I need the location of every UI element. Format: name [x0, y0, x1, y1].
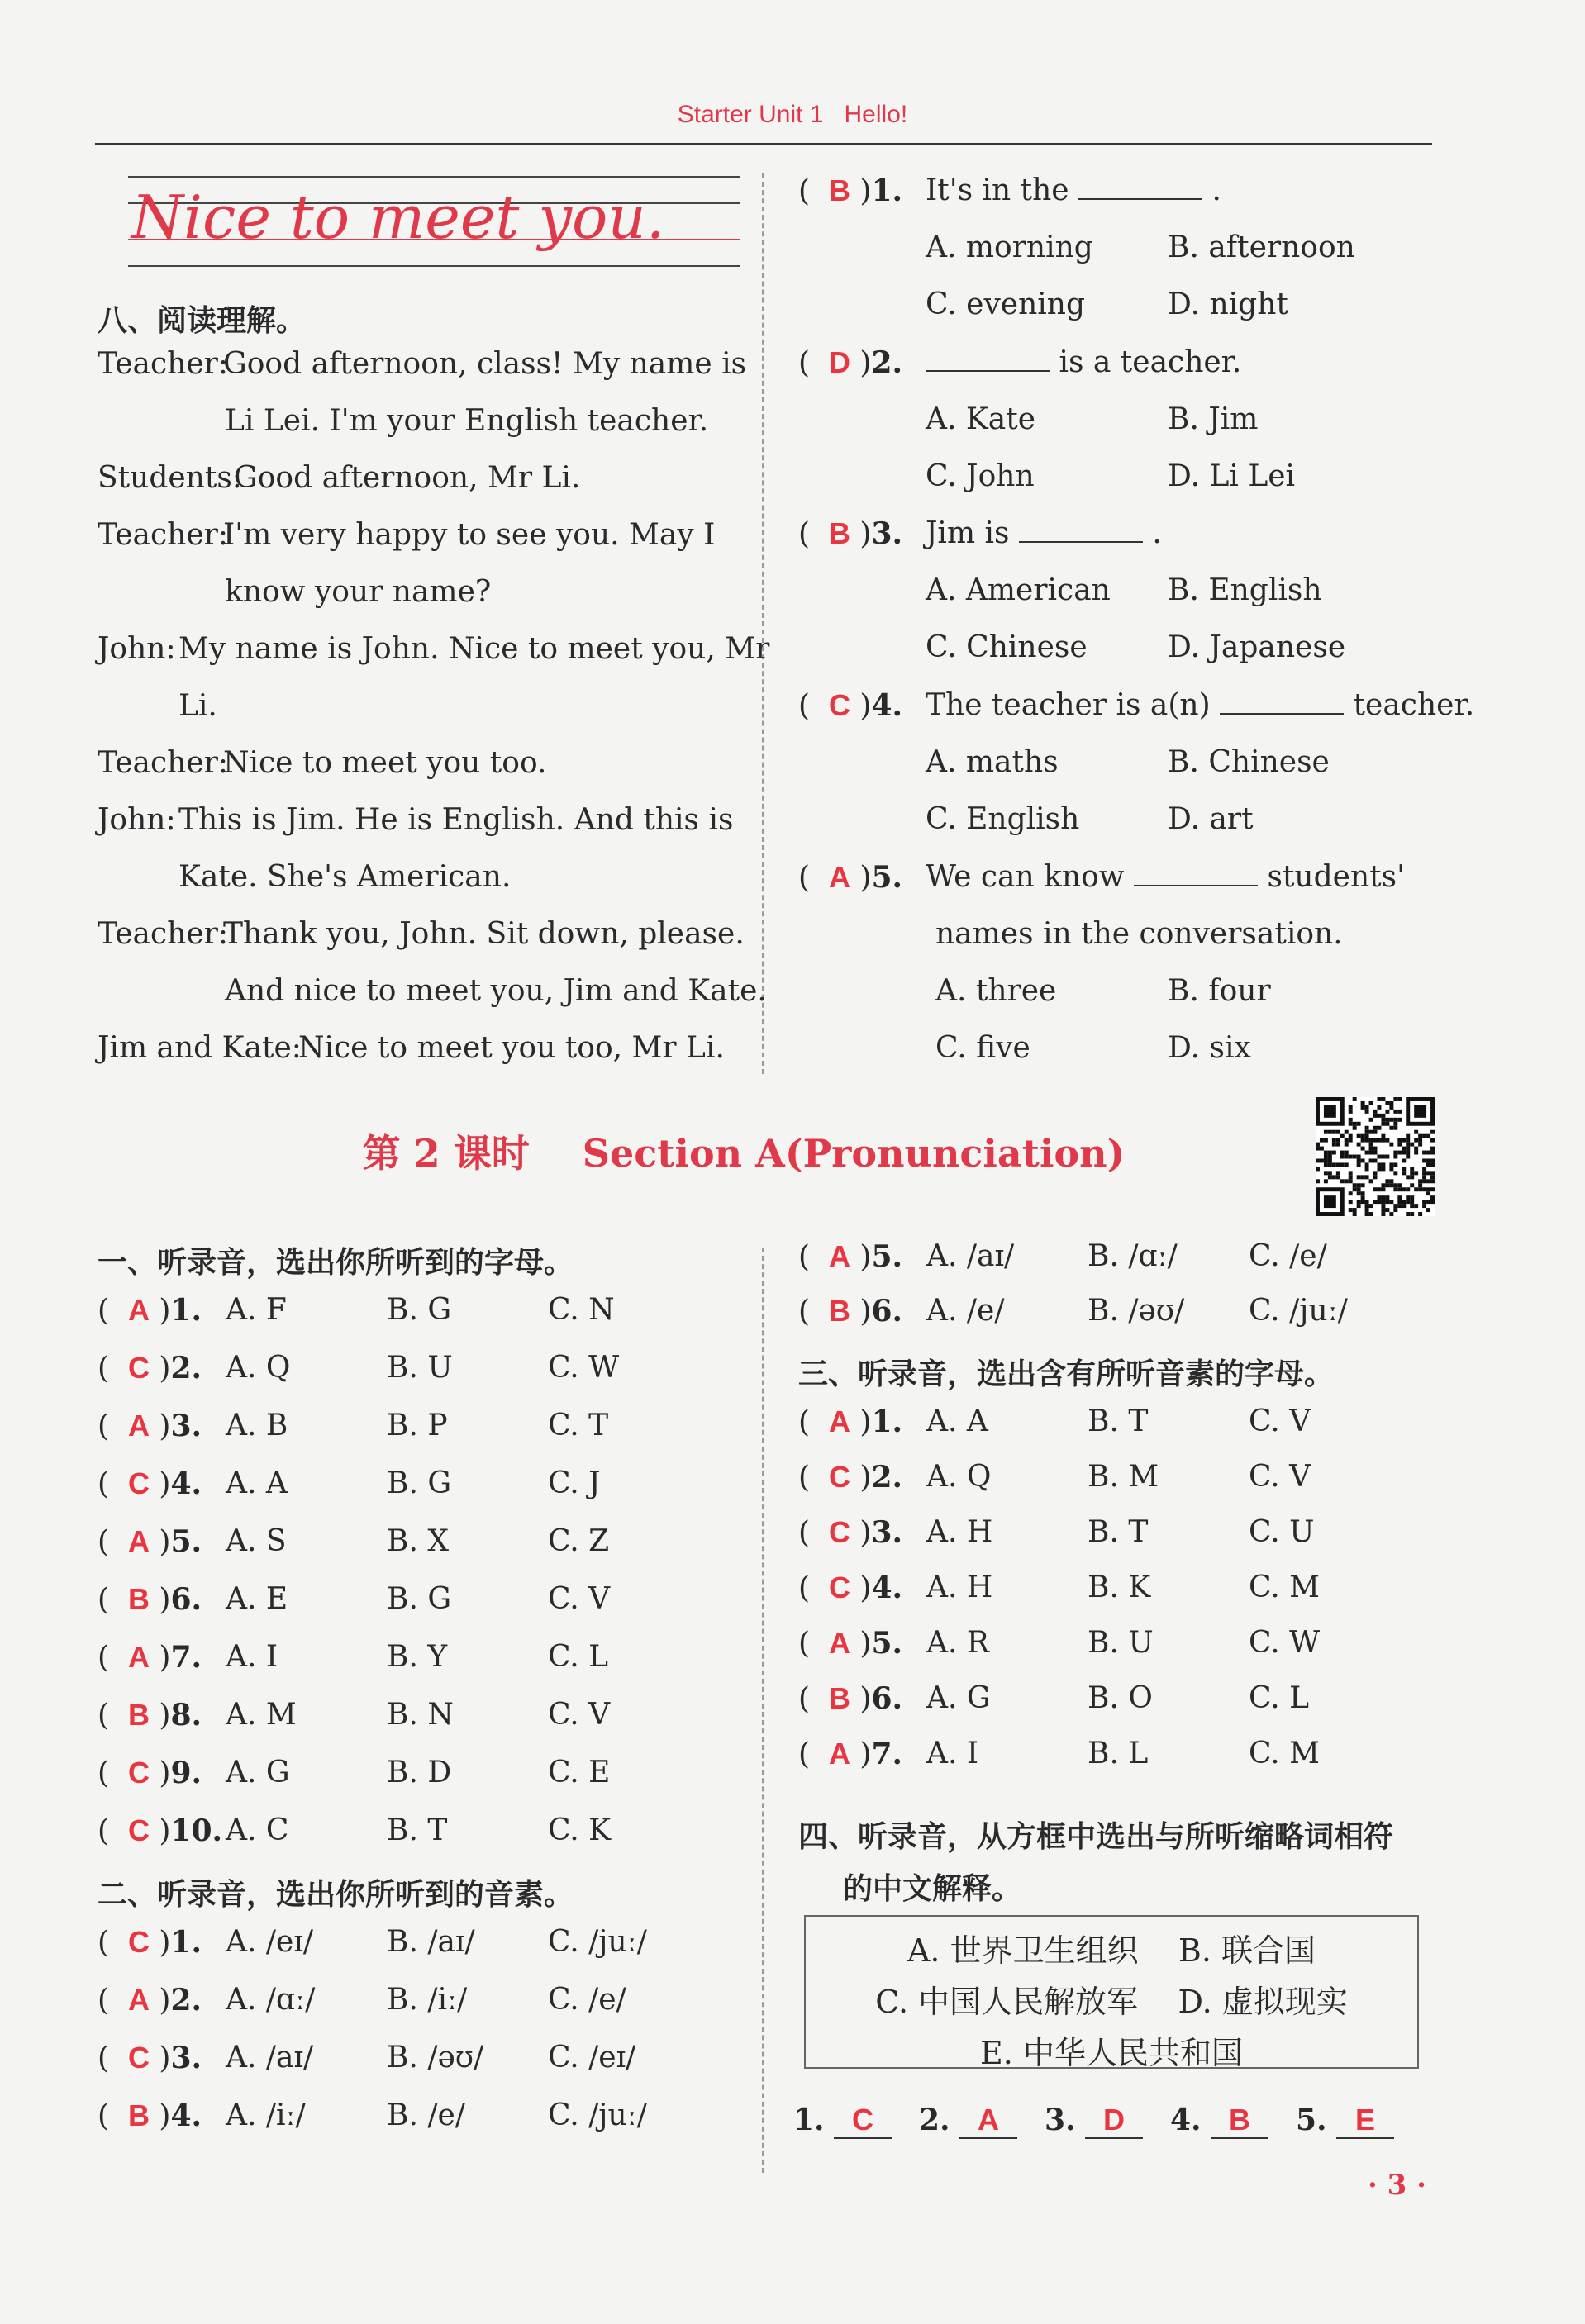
part2-item-2[interactable]: ( A )2.	[98, 1983, 202, 2017]
reading-heading: 八、阅读理解。	[98, 304, 307, 338]
dialogue-speaker: Teacher:	[98, 746, 228, 780]
answer-number: 1.	[793, 2103, 825, 2137]
part1-item-9[interactable]: ( C )9.	[98, 1756, 202, 1790]
option-b: B. L	[1088, 1737, 1149, 1770]
option: B. afternoon	[1168, 230, 1355, 264]
part1-item-2[interactable]: ( C )2.	[98, 1351, 202, 1385]
option-c: C. M	[1249, 1737, 1321, 1770]
answer-blank[interactable]	[1078, 173, 1202, 200]
question-stem	[926, 173, 1221, 207]
stem-continuation: names in the conversation.	[935, 917, 1343, 951]
answer-letter: C	[828, 688, 850, 722]
option-b: B. /əʊ/	[1088, 1294, 1185, 1328]
option-c: C. V	[548, 1698, 611, 1732]
option-c: C. L	[1249, 1681, 1310, 1715]
option-c: C. U	[1249, 1515, 1315, 1549]
stem-text: The teacher is a(n)	[926, 688, 1211, 722]
question-stem	[926, 688, 1474, 722]
part2-heading: 二、听录音，选出你所听到的音素。	[98, 1878, 574, 1912]
dialogue-line: Li.	[178, 689, 217, 723]
option-c: C. /e/	[548, 1983, 626, 2017]
stem-text: students'	[1267, 860, 1405, 894]
answer-letter: C	[127, 1466, 150, 1500]
option-a: A. F	[226, 1293, 287, 1327]
question-number: 4.	[170, 2098, 202, 2133]
answer-blank[interactable]	[1019, 516, 1143, 543]
part3-item-4[interactable]: ( C )4.	[798, 1571, 903, 1605]
lesson-heading	[0, 1124, 1487, 1178]
dialogue-speaker: Students:	[98, 461, 242, 495]
option-a: A. C	[226, 1813, 289, 1847]
option-c: C. N	[548, 1293, 615, 1327]
part1-item-3[interactable]: ( A )3.	[98, 1409, 202, 1443]
part1-item-10[interactable]: ( C )10.	[98, 1813, 223, 1848]
question-number: 3.	[871, 1515, 903, 1550]
part3-heading: 三、听录音，选出含有所听音素的字母。	[798, 1357, 1335, 1391]
option-b: B. /iː/	[387, 1983, 468, 2017]
option-a: A. G	[226, 1756, 290, 1789]
option-b: B. /ɑː/	[1088, 1239, 1178, 1273]
option: B. English	[1168, 573, 1322, 607]
question-number: 4.	[871, 688, 903, 723]
answer-letter: C	[127, 1925, 150, 1959]
option-a: A. A	[926, 1404, 988, 1438]
dialogue-line: Good afternoon, class! My name is	[223, 347, 747, 381]
answer-blank[interactable]: E	[1336, 2103, 1394, 2139]
option-b: B. G	[387, 1466, 452, 1500]
question-number: 5.	[871, 1626, 903, 1661]
stem-text: It's in the	[926, 173, 1069, 207]
question-number: 1.	[871, 1404, 903, 1439]
option-b: B. U	[387, 1351, 453, 1385]
question-1[interactable]: ( B )1.	[798, 173, 903, 208]
answer-letter: C	[828, 1460, 850, 1494]
part4-answer-1[interactable]	[793, 2103, 892, 2139]
option-b: B. Y	[387, 1640, 448, 1674]
option-a: A. /iː/	[226, 2098, 306, 2132]
dialogue-line: Good afternoon, Mr Li.	[234, 461, 581, 495]
option-c: C. V	[548, 1582, 611, 1616]
option: B. Chinese	[1168, 745, 1330, 779]
option-b: B. P	[387, 1409, 448, 1442]
part2-item-1[interactable]: ( C )1.	[98, 1925, 202, 1960]
stem-text: We can know	[926, 860, 1125, 894]
answer-blank[interactable]	[926, 345, 1050, 372]
dialogue-line: My name is John. Nice to meet you, Mr	[178, 632, 770, 666]
unit-title: Hello!	[844, 101, 908, 128]
question-stem	[926, 516, 1162, 550]
option: B. four	[1168, 974, 1271, 1008]
option-c: C. V	[1249, 1460, 1311, 1494]
option-b: B. T	[1088, 1404, 1149, 1438]
option-c: C. /juː/	[548, 1925, 647, 1959]
option-c: C. T	[548, 1409, 609, 1442]
part1-item-8[interactable]: ( B )8.	[98, 1698, 202, 1732]
part1-item-6[interactable]: ( B )6.	[98, 1582, 202, 1617]
option: D. art	[1168, 802, 1254, 836]
answer-letter: B	[828, 1681, 850, 1715]
part3-item-2[interactable]: ( C )2.	[798, 1460, 903, 1495]
question-number: 1.	[170, 1925, 202, 1960]
option-c: C. Z	[548, 1524, 610, 1558]
question-number: 2.	[170, 1983, 202, 2017]
dialogue-line: Thank you, John. Sit down, please.	[223, 917, 745, 951]
option: C. five	[935, 1031, 1030, 1065]
dialogue-speaker: Jim and Kate:	[98, 1031, 302, 1065]
answer-letter: A	[828, 1239, 850, 1273]
dialogue-speaker: Teacher:	[98, 518, 228, 552]
part4-heading: 四、听录音，从方框中选出与所听缩略词相符	[798, 1820, 1394, 1854]
option-a: A. Q	[226, 1351, 291, 1385]
answer-letter: B	[828, 173, 850, 207]
question-number: 7.	[170, 1640, 202, 1675]
option-b: B. G	[387, 1293, 452, 1327]
handwriting-practice	[128, 172, 740, 271]
answer-letter: A	[828, 1404, 850, 1438]
option-c: C. L	[548, 1640, 609, 1674]
option: A. morning	[926, 230, 1093, 264]
answer-letter: A	[127, 1409, 150, 1442]
option-c: C. K	[548, 1813, 612, 1847]
question-stem	[926, 345, 1241, 379]
option-a: A. /aɪ/	[226, 2041, 314, 2074]
part1-item-1[interactable]: ( A )1.	[98, 1293, 202, 1328]
answer-number: 3.	[1045, 2103, 1076, 2137]
option: A. American	[926, 573, 1111, 607]
option-a: A. E	[226, 1582, 288, 1616]
dialogue-speaker: Teacher:	[98, 347, 228, 381]
question-number: 1.	[871, 173, 903, 208]
option-b: B. /aɪ/	[387, 1925, 475, 1959]
option-c: C. /eɪ/	[548, 2041, 636, 2074]
dialogue-speaker: Teacher:	[98, 917, 228, 951]
option-a: A. S	[226, 1524, 287, 1558]
answer-number: 4.	[1170, 2103, 1202, 2137]
answer-letter: B	[127, 2098, 150, 2132]
option-c: C. W	[548, 1351, 620, 1385]
option-c: C. /e/	[1249, 1239, 1327, 1273]
question-number: 3.	[871, 516, 903, 551]
option: A. Kate	[926, 402, 1036, 436]
option-a: A. /ɑː/	[226, 1983, 316, 2017]
dialogue-line: This is Jim. He is English. And this is	[178, 803, 734, 837]
option-b: B. /əʊ/	[387, 2041, 484, 2074]
answer-letter: B	[127, 1582, 150, 1616]
answer-letter: A	[127, 1983, 150, 2017]
option-b: B. T	[1088, 1515, 1149, 1549]
dialogue-line: Kate. She's American.	[178, 860, 512, 894]
box-row-3: E. 中华人民共和国	[980, 2035, 1243, 2071]
option-c: C. E	[548, 1756, 611, 1789]
answer-letter: B	[828, 1294, 850, 1328]
question-number: 6.	[871, 1294, 903, 1328]
part4-answer-4[interactable]	[1170, 2103, 1268, 2139]
option: C. evening	[926, 288, 1086, 321]
question-number: 7.	[871, 1737, 903, 1771]
question-number: 8.	[170, 1698, 202, 1732]
question-number: 6.	[871, 1681, 903, 1716]
option: D. Japanese	[1168, 630, 1346, 664]
question-number: 5.	[170, 1524, 202, 1559]
dialogue-line: Nice to meet you too, Mr Li.	[298, 1031, 725, 1065]
dialogue-line: Nice to meet you too.	[223, 746, 547, 780]
part3-item-5[interactable]: ( A )5.	[798, 1626, 903, 1661]
answer-letter: B	[828, 516, 850, 550]
box-row-1: A. 世界卫生组织 B. 联合国	[907, 1932, 1316, 1969]
answer-letter: C	[127, 2041, 150, 2074]
option-a: A. I	[926, 1737, 979, 1770]
question-number: 5.	[871, 1239, 903, 1274]
question-stem	[926, 860, 1405, 894]
answer-letter: C	[828, 1571, 850, 1604]
stem-text: is a teacher.	[1059, 345, 1242, 379]
option: C. John	[926, 459, 1035, 493]
answer-letter: A	[828, 1737, 850, 1770]
question-4[interactable]: ( C )4.	[798, 688, 903, 723]
option: A. maths	[926, 745, 1059, 779]
option: A. three	[935, 974, 1057, 1008]
abbreviation-box	[804, 1915, 1419, 2069]
part3-item-7[interactable]: ( A )7.	[798, 1737, 903, 1771]
question-number: 5.	[871, 860, 903, 895]
stem-text: Jim is	[926, 516, 1010, 550]
dialogue-speaker: John:	[98, 803, 176, 837]
question-5[interactable]: ( A )5.	[798, 860, 903, 895]
part2-item-4[interactable]: ( B )4.	[98, 2098, 202, 2133]
page-number: · 3 ·	[1368, 2169, 1427, 2202]
question-2[interactable]: ( D )2.	[798, 345, 903, 380]
option-a: A. /eɪ/	[226, 1925, 313, 1959]
part3-item-6[interactable]: ( B )6.	[798, 1681, 903, 1716]
option-b: B. N	[387, 1698, 454, 1732]
option-a: A. B	[226, 1409, 288, 1442]
question-3[interactable]: ( B )3.	[798, 516, 903, 551]
part4-answer-3[interactable]	[1045, 2103, 1143, 2139]
answer-letter: A	[828, 860, 850, 894]
part1-item-4[interactable]: ( C )4.	[98, 1466, 202, 1501]
question-number: 2.	[871, 345, 903, 380]
part3-item-1[interactable]: ( A )1.	[798, 1404, 903, 1439]
option-c: C. /juː/	[548, 2098, 647, 2132]
dialogue-line: know your name?	[225, 575, 492, 609]
answer-blank[interactable]	[1134, 860, 1258, 886]
question-number: 4.	[170, 1466, 202, 1501]
answer-blank[interactable]: D	[1085, 2103, 1143, 2139]
page-header	[0, 101, 1585, 129]
question-number: 2.	[871, 1460, 903, 1495]
option-b: B. T	[387, 1813, 448, 1847]
column-divider-top	[762, 173, 764, 1074]
option-a: A. A	[226, 1466, 288, 1500]
option-b: B. G	[387, 1582, 452, 1616]
part2-item-3[interactable]: ( C )3.	[98, 2041, 202, 2075]
answer-number: 5.	[1296, 2103, 1327, 2137]
answer-letter: B	[127, 1698, 150, 1732]
option-a: A. Q	[926, 1460, 992, 1494]
answer-letter: C	[127, 1813, 150, 1847]
stem-text: teacher.	[1353, 688, 1475, 722]
lesson-title: 第 2 课时	[362, 1131, 530, 1176]
part1-item-5[interactable]: ( A )5.	[98, 1524, 202, 1559]
answer-letter: A	[828, 1626, 850, 1660]
qr-code-icon	[1316, 1097, 1435, 1216]
part1-item-7[interactable]: ( A )7.	[98, 1640, 202, 1675]
question-number: 2.	[170, 1351, 202, 1385]
question-number: 1.	[170, 1293, 202, 1328]
option-a: A. G	[926, 1681, 991, 1715]
question-number: 10.	[170, 1813, 223, 1848]
option-b: B. X	[387, 1524, 449, 1558]
option-c: C. V	[1249, 1404, 1311, 1438]
option-c: C. /juː/	[1249, 1294, 1348, 1328]
option-a: A. H	[926, 1571, 993, 1604]
part2-item-5[interactable]: ( A )5.	[798, 1239, 903, 1274]
option: D. night	[1168, 288, 1288, 321]
option: D. Li Lei	[1168, 459, 1296, 493]
part4-answer-2[interactable]	[919, 2103, 1017, 2139]
option-a: A. R	[926, 1626, 989, 1660]
option-c: C. J	[548, 1466, 601, 1500]
question-number: 9.	[170, 1756, 202, 1790]
option-c: C. M	[1249, 1571, 1321, 1604]
option-a: A. I	[226, 1640, 278, 1674]
question-number: 3.	[170, 2041, 202, 2075]
question-number: 6.	[170, 1582, 202, 1617]
option-b: B. M	[1088, 1460, 1159, 1494]
option-b: B. U	[1088, 1626, 1154, 1660]
option-a: A. M	[226, 1698, 297, 1732]
dialogue-line: And nice to meet you, Jim and Kate.	[225, 974, 767, 1008]
answer-letter: C	[828, 1515, 850, 1549]
answer-number: 2.	[919, 2103, 950, 2137]
answer-blank[interactable]	[1220, 688, 1344, 715]
handwriting-text: Nice to meet you.	[131, 183, 665, 252]
answer-letter: C	[127, 1756, 150, 1789]
part1-heading: 一、听录音，选出你所听到的字母。	[98, 1246, 574, 1280]
dialogue-speaker: John:	[98, 632, 176, 666]
header-rule	[95, 143, 1432, 145]
stem-text: .	[1211, 173, 1221, 207]
option-b: B. D	[387, 1756, 452, 1789]
answer-letter: D	[828, 345, 850, 379]
option-b: B. O	[1088, 1681, 1153, 1715]
answer-blank[interactable]: C	[834, 2103, 892, 2139]
option-a: A. /aɪ/	[926, 1239, 1015, 1273]
option-a: A. /e/	[926, 1294, 1005, 1328]
option: C. English	[926, 802, 1080, 836]
answer-letter: A	[127, 1640, 150, 1674]
box-row-2: C. 中国人民解放军 D. 虚拟现实	[875, 1984, 1348, 2020]
option: B. Jim	[1168, 402, 1259, 436]
lesson-section: Section A(Pronunciation)	[582, 1131, 1126, 1176]
part4-answer-5[interactable]	[1296, 2103, 1394, 2139]
answer-letter: A	[127, 1524, 150, 1558]
question-number: 4.	[871, 1571, 903, 1605]
option: C. Chinese	[926, 630, 1088, 664]
answer-blank[interactable]: A	[959, 2103, 1017, 2139]
answer-letter: A	[127, 1293, 150, 1327]
option-a: A. H	[926, 1515, 993, 1549]
column-divider-bottom	[762, 1248, 764, 2173]
unit-label: Starter Unit 1	[677, 101, 824, 128]
option: D. six	[1168, 1031, 1251, 1065]
option-c: C. W	[1249, 1626, 1321, 1660]
option-b: B. /e/	[387, 2098, 465, 2132]
stem-text: .	[1152, 516, 1162, 550]
option-b: B. K	[1088, 1571, 1151, 1604]
answer-letter: C	[127, 1351, 150, 1385]
part4-heading-cont: 的中文解释。	[843, 1872, 1022, 1906]
part3-item-3[interactable]: ( C )3.	[798, 1515, 903, 1550]
dialogue-line: I'm very happy to see you. May I	[223, 518, 716, 552]
answer-blank[interactable]: B	[1211, 2103, 1268, 2139]
dialogue-line: Li Lei. I'm your English teacher.	[225, 404, 709, 438]
part2-item-6[interactable]: ( B )6.	[798, 1294, 903, 1328]
question-number: 3.	[170, 1409, 202, 1443]
